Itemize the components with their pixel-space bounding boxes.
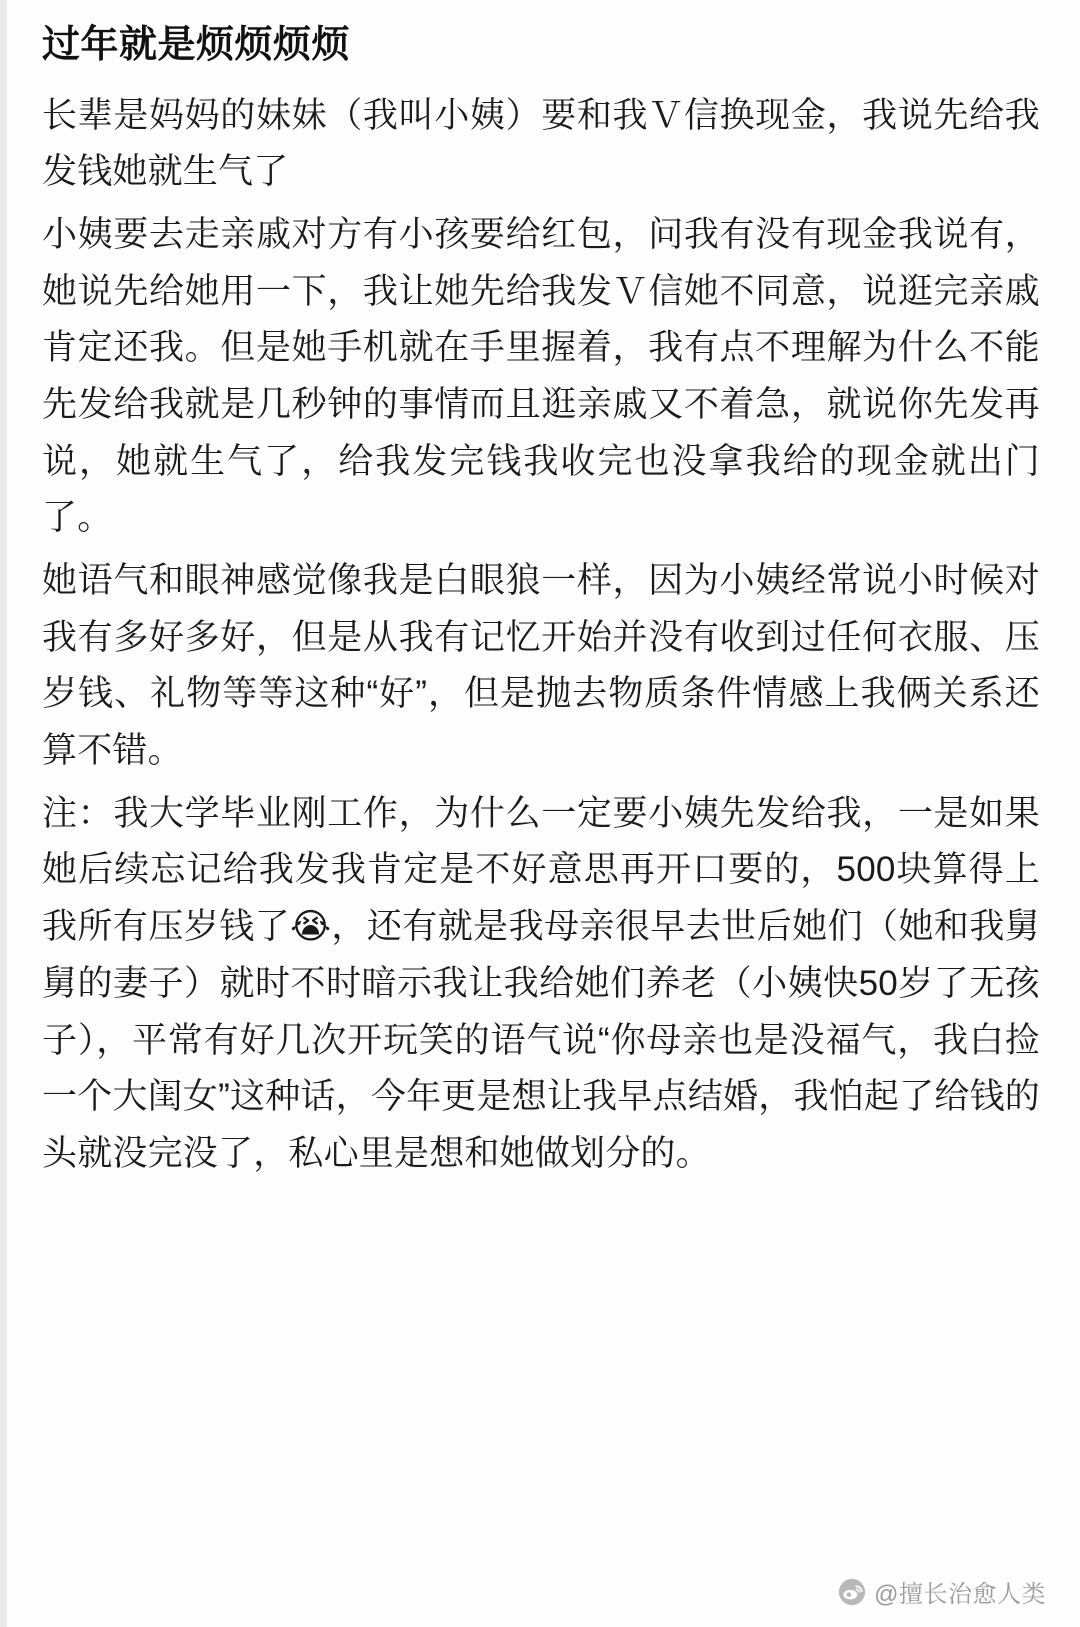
post-paragraph: 长辈是妈妈的妹妹（我叫小姨）要和我Ｖ信换现金，我说先给我发钱她就生气了 xyxy=(42,95,1040,192)
watermark xyxy=(838,1574,1046,1609)
post-paragraph: 注：我大学毕业刚工作，为什么一定要小姨先发给我，一是如果她后续忘记给我发我肯定是不好意思再开口要的，500块算得上我所有压岁钱了😭，还有就是我母亲很早去世后她们（她和我舅舅的妻子）就时不时暗示我让我给她们养老（小姨快50岁了无孩子），平常有好几次开玩笑的语气说“你母亲也是没福气，我白捡一个大闺女”这种话，今年更是想让我早点结婚，我怕起了给钱的头就没完没了，私心里是想和她做划分的。 xyxy=(42,793,1040,1173)
post-paragraph: 她语气和眼神感觉像我是白眼狼一样，因为小姨经常说小时候对我有多好多好，但是从我有记忆开始并没有收到过任何衣服、压岁钱、礼物等等这种“好”，但是抛去物质条件情感上我俩关系还算不错。 xyxy=(42,561,1040,771)
left-edge-rule xyxy=(0,0,7,1627)
page-title: 过年就是烦烦烦烦 xyxy=(42,24,351,66)
post-body xyxy=(42,88,1040,1183)
weibo-logo-icon xyxy=(838,1578,866,1606)
post-paragraph: 小姨要去走亲戚对方有小孩要给红包，问我有没有现金我说有，她说先给她用一下，我让她先给我发Ｖ信她不同意，说逛完亲戚肯定还我。但是她手机就在手里握着，我有点不理解为什么不能先发给我就是几秒钟的事情而且逛亲戚又不着急，就说你先发再说，她就生气了，给我发完钱我收完也没拿我给的现金就出门了。 xyxy=(42,214,1040,538)
watermark-text: @擅长治愈人类 xyxy=(874,1581,1046,1608)
